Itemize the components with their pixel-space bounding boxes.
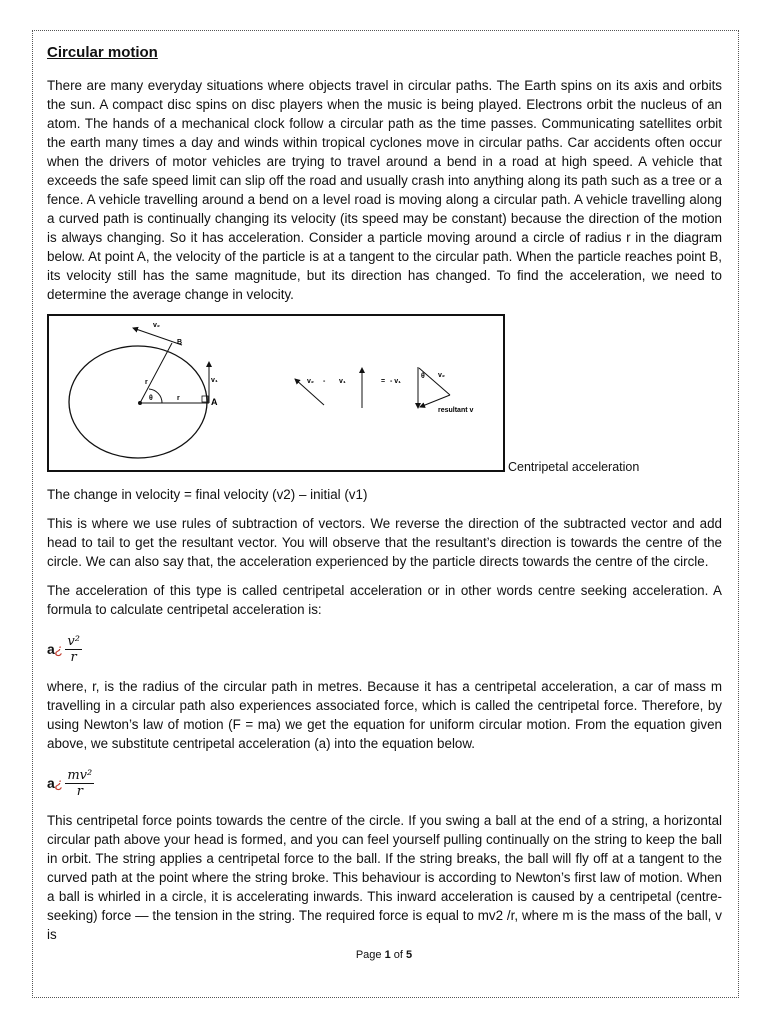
label-r1: r [145,379,148,386]
circular-motion-diagram [47,314,505,472]
paragraph: This is where we use rules of subtraction of vectors. We reverse the direction of the subtracted vector and add head to tail to get the resultant vector. You will observe that the resultant’s direction is towards the centre of the circle. We can also say that, the acceleration experienced by the particle directs towards the centre of the circle. [47,516,722,569]
label-b: B [177,339,183,346]
fraction [65,768,94,799]
paragraph: The change in velocity = final velocity (v2) – initial (v1) [47,487,368,502]
formula-a: a [47,640,55,657]
page-number: 1 [384,949,391,961]
formula-centripetal-force [47,763,722,803]
paragraph: There are many everyday situations where objects travel in circular paths. The Earth spins on its axis and orbits the sun. A compact disc spins on disc players when the music is being played. Electrons orbit the nucleus of an atom. The hands of a mechanical clock follow a circular path as the time passes. Communicating satellites orbit the earth many times a day and winds within tropical cyclones move in circular paths. Car accidents often occur when the drivers of motor vehicles are trying to travel around a bend in a road at high speed. A vehicle that exceeds the safe speed limit can slip off the road and usually crash into anything along its path such as a tree or a fence. A vehicle travelling around a bend on a level road is moving along a circular path. A vehicle travelling along a curved path is continually changing its velocity (its speed may be constant) because the direction of the motion is always changing. So it has acceleration. Consider a particle moving around a circle of radius r in the diagram below. At point A, the velocity of the particle is at a tangent to the circular path. When the particle reaches point B, its velocity still has the same magnitude, but its direction has changed. To find the acceleration, we need to determine the average change in velocity. [47,78,722,302]
formula-a: a [47,774,55,791]
page-label: Page [355,949,382,961]
document-body [47,42,722,954]
formula-symbol: ¿ [54,774,64,791]
page-of: of [393,949,403,961]
label-equals: = [381,378,386,385]
label-v1: v₁ [211,377,218,384]
label-r2: r [177,395,180,402]
label-minus: - [323,378,326,385]
page-footer [0,949,768,961]
label-theta-2: θ [421,373,425,380]
page-total: 5 [406,949,413,961]
label-v1-sub: v₁ [339,378,346,385]
label-theta: θ [149,395,153,402]
denominator: r [76,783,83,799]
denominator: r [70,649,77,665]
label-v2-tri: v₂ [438,372,446,379]
numerator: mv² [67,767,93,783]
numerator: v² [67,633,80,649]
paragraph: where, r, is the radius of the circular path in metres. Because it has a centripetal acceleration, a car of mass m travelling in a circular path also experiences associated force, which is called the centripetal force. Therefore, by using Newton’s law of motion (F = ma) we get the equation for uniform circular motion. From the equation given above, we substitute centripetal acceleration (a) into the equation below. [47,679,722,751]
fraction [65,634,82,665]
diagram-row [47,314,722,479]
label-neg-v1: - v₁ [390,378,402,385]
paragraph: The acceleration of this type is called centripetal acceleration or in other words centre seeking acceleration. A formula to calculate centripetal acceleration is: [47,583,722,617]
formula-centripetal-acceleration [47,629,722,669]
label-resultant: resultant v [438,407,474,414]
circle-path [69,346,207,458]
paragraph: This centripetal force points towards the centre of the circle. If you swing a ball at the end of a string, a horizontal circular path above your head is formed, and you can feel yourself pulling continually on the string to keep the ball in orbit. The string applies a centripetal force to the ball. If the string breaks, the ball will fly off at a tangent to the curved path at the point where the string broke. This behaviour is according to Newton’s first law of motion. When a ball is whirled in a circle, it is accelerating inwards. This inward acceleration is caused by a centripetal (centre-seeking) force — the tension in the string. The required force is equal to mv2 /r, where m is the mass of the ball, v is [47,813,722,942]
formula-symbol: ¿ [54,640,64,657]
document-title: Circular motion [47,44,158,61]
label-v2: v₂ [153,322,161,329]
diagram-caption: Centripetal acceleration [508,460,640,474]
label-a: A [211,397,218,407]
label-v2-sub: v₂ [307,378,315,385]
